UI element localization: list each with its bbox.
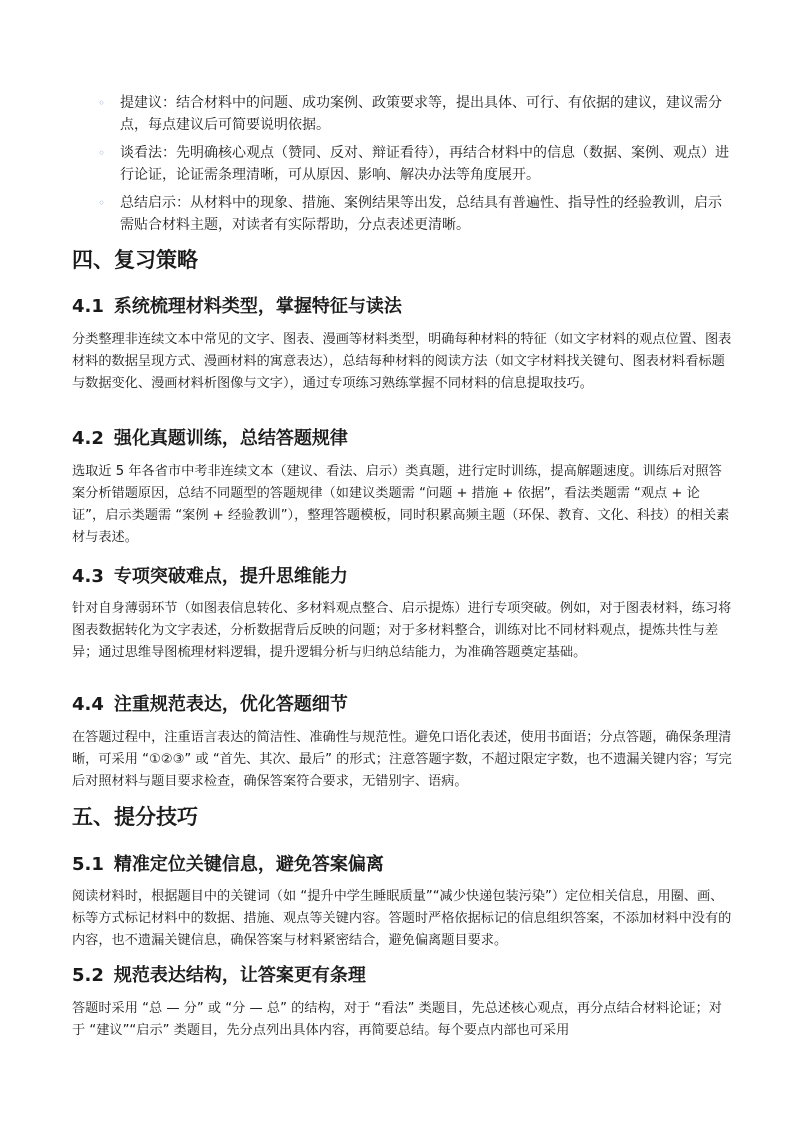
paragraph: 在答题过程中，注重语言表达的简洁性、准确性与规范性。避免口语化表述，使用书面语；分点答题，确保条理清晰，可采用 “①②③” 或 “首先、其次、最后” 的形式；注意答题字数，不超过限定字数，也不遗漏关键内容；写完后对照材料与题目要求检查，确保答案符合要求，无错别字、语病。 <box>72 730 732 789</box>
subsection-number: 4.4 <box>72 694 104 715</box>
subsection-title: 强化真题训练，总结答题规律 <box>113 428 348 449</box>
bullet-list <box>0 92 800 242</box>
subsection-title: 规范表达结构，让答案更有条理 <box>113 965 366 986</box>
subsection-number: 5.2 <box>72 965 104 986</box>
subsection-title: 系统梳理材料类型，掌握特征与读法 <box>113 296 402 317</box>
subsection-heading <box>72 692 348 718</box>
subsection-number: 4.1 <box>72 296 104 317</box>
subsection-title: 精准定位关键信息，避免答案偏离 <box>113 854 384 875</box>
paragraph: 分类整理非连续文本中常见的文字、图表、漫画等材料类型，明确每种材料的特征（如文字材料的观点位置、图表材料的数据呈现方式、漫画材料的寓意表达），总结每种材料的阅读方法（如文字材料找关键句、图表材料看标题与数据变化、漫画材料析图像与文字），通过专项练习熟练掌握不同材料的信息提取技巧。 <box>72 332 732 391</box>
subsection-number: 4.2 <box>72 428 104 449</box>
paragraph: 答题时采用 “总 — 分” 或 “分 — 总” 的结构，对于 “看法” 类题目，先总述核心观点，再分点结合材料论证；对于 “建议”“启示” 类题目，先分点列出具体内容，再简要总结。每个要点内部也可采用 <box>72 1001 722 1038</box>
hollow-bullet-icon: ◦ <box>98 146 106 160</box>
paragraph: 针对自身薄弱环节（如图表信息转化、多材料观点整合、启示提炼）进行专项突破。例如，对于图表材料，练习将图表数据转化为文字表述，分析数据背后反映的问题；对于多材料整合，训练对比不同材料观点，提炼共性与差异；通过思维导图梳理材料逻辑，提升逻辑分析与归纳总结能力，为准确答题奠定基础。 <box>72 601 732 660</box>
list-item-text: 谈看法：先明确核心观点（赞同、反对、辩证看待），再结合材料中的信息（数据、案例、观点）进行论证，论证需条理清晰，可从原因、影响、解决办法等角度展开。 <box>120 145 729 183</box>
list-item <box>0 92 800 136</box>
list-item-text: 提建议：结合材料中的问题、成功案例、政策要求等，提出具体、可行、有依据的建议，建议需分点，每点建议后可简要说明依据。 <box>120 95 722 133</box>
section-heading: 五、提分技巧 <box>72 805 198 829</box>
list-item-text: 总结启示：从材料中的现象、措施、案例结果等出发，总结具有普遍性、指导性的经验教训，启示需贴合材料主题，对读者有实际帮助，分点表述更清晰。 <box>120 195 722 233</box>
subsection-title: 注重规范表达，优化答题细节 <box>113 694 348 715</box>
subsection-heading <box>72 294 402 320</box>
paragraph: 阅读材料时，根据题目中的关键词（如 “提升中学生睡眠质量”“减少快递包装污染”）定位相关信息，用圈、画、标等方式标记材料中的数据、措施、观点等关键内容。答题时严格依据标记的信息组织答案，不添加材料中没有的内容，也不遗漏关键信息，确保答案与材料紧密结合，避免偏离题目要求。 <box>72 889 732 948</box>
subsection-heading <box>72 963 366 989</box>
subsection-number: 4.3 <box>72 566 104 587</box>
hollow-bullet-icon: ◦ <box>98 196 106 210</box>
list-item <box>0 142 800 186</box>
section-heading: 四、复习策略 <box>72 248 198 272</box>
paragraph: 选取近 5 年各省市中考非连续文本（建议、看法、启示）类真题，进行定时训练，提高解题速度。训练后对照答案分析错题原因，总结不同题型的答题规律（如建议类题需 “问题 + 措施 + 依据”，看法类题需 “观点 + 论证”，启示类题需 “案例 + 经验教训”），整理答题模板，同时积累高频主题（环保、教育、文化、科技）的相关素材与表述。 <box>72 464 730 545</box>
hollow-bullet-icon: ◦ <box>98 96 106 110</box>
subsection-title: 专项突破难点，提升思维能力 <box>113 566 348 587</box>
subsection-number: 5.1 <box>72 854 104 875</box>
subsection-heading <box>72 852 384 878</box>
subsection-heading <box>72 426 348 452</box>
subsection-heading <box>72 564 348 590</box>
list-item <box>0 192 800 236</box>
